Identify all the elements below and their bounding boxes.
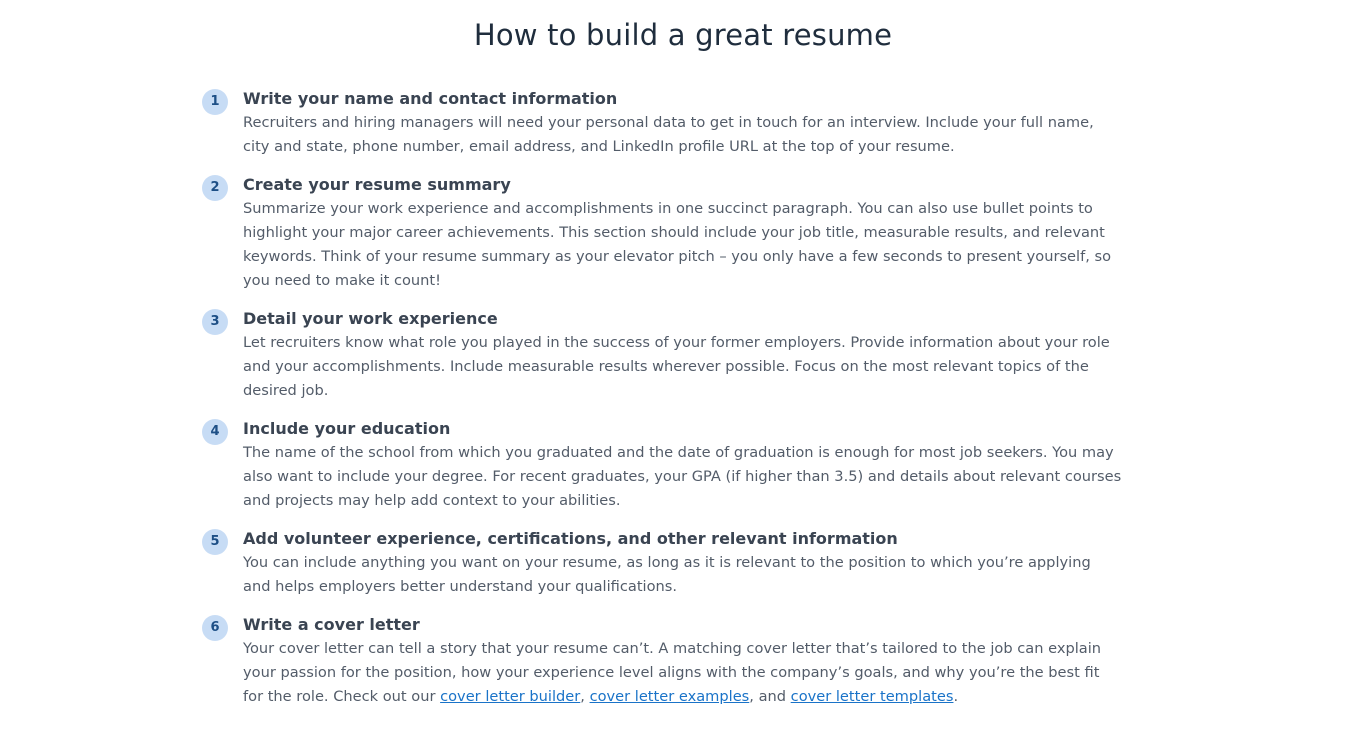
step-item <box>202 527 1122 599</box>
step-description: Recruiters and hiring managers will need your personal data to get in touch for an interview. Include your full name, city and state, phone number, email address, and LinkedIn profile URL at the top of your resume. <box>243 114 1094 155</box>
step-item <box>202 613 1122 709</box>
steps-list <box>202 87 1122 723</box>
step-number-badge: 1 <box>202 89 228 115</box>
step-description: You can include anything you want on your resume, as long as it is relevant to the position to which you’re applying and helps employers better understand your qualifications. <box>243 554 1091 595</box>
step-number-badge: 2 <box>202 175 228 201</box>
step-title: Add volunteer experience, certifications, and other relevant information <box>243 529 898 548</box>
step-number-badge: 6 <box>202 615 228 641</box>
page-title: How to build a great resume <box>473 18 893 52</box>
separator-text: , and <box>749 688 791 705</box>
step-item <box>202 307 1122 403</box>
step-number-badge: 5 <box>202 529 228 555</box>
step-title: Write a cover letter <box>243 615 420 634</box>
step-description-text: Your cover letter can tell a story that your resume can’t. A matching cover letter that’s tailored to the job can explain your passion for the position, how your experience level aligns with the company’s goals, and why you’re the best fit for the role. Check out our <box>243 640 1102 705</box>
cover-letter-builder-link[interactable]: cover letter builder <box>440 688 581 705</box>
step-title: Include your education <box>243 419 451 438</box>
step-number-badge: 4 <box>202 419 228 445</box>
cover-letter-examples-link[interactable]: cover letter examples <box>589 688 750 705</box>
step-item <box>202 173 1122 293</box>
step-number-badge: 3 <box>202 309 228 335</box>
step-title: Write your name and contact information <box>243 89 618 108</box>
step-title: Create your resume summary <box>243 175 511 194</box>
step-description: The name of the school from which you graduated and the date of graduation is enough for most job seekers. You may also want to include your degree. For recent graduates, your GPA (if higher than 3.5) and details about relevant courses and projects may help add context to your abilities. <box>243 444 1122 509</box>
cover-letter-templates-link[interactable]: cover letter templates <box>790 688 954 705</box>
step-description <box>243 637 1122 709</box>
separator-text: , <box>580 688 590 705</box>
step-item <box>202 417 1122 513</box>
step-item <box>202 87 1122 159</box>
step-title: Detail your work experience <box>243 309 498 328</box>
step-description: Summarize your work experience and accomplishments in one succinct paragraph. You can also use bullet points to highlight your major career achievements. This section should include your job title, measurable results, and relevant keywords. Think of your resume summary as your elevator pitch – you only have a few seconds to present yourself, so you need to make it count! <box>243 200 1112 289</box>
step-description: Let recruiters know what role you played in the success of your former employers. Provide information about your role and your accomplishments. Include measurable results wherever possible. Focus on the most relevant topics of the desired job. <box>243 334 1110 399</box>
period-text: . <box>953 688 959 705</box>
